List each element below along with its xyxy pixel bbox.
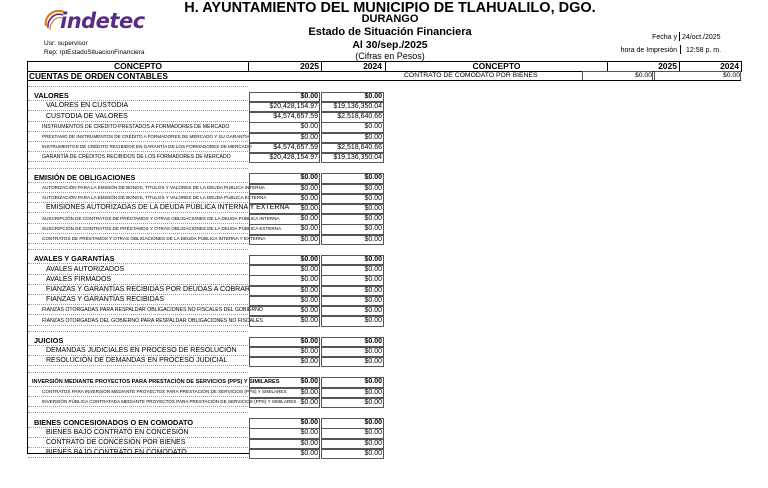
section-title: CUENTAS DE ORDEN CONTABLES xyxy=(29,71,168,81)
bottom-frame xyxy=(27,453,249,454)
row-value-2025: $0.00 xyxy=(249,428,320,439)
row-value-2024: $0.00 xyxy=(321,337,384,348)
row-label: VALORES EN CUSTODIA xyxy=(46,102,129,110)
table-row xyxy=(28,265,384,275)
row-label: INVERSIÓN PÚBLICA CONTRATADA MEDIANTE PROYECTOS PARA PRESTACIÓN DE SERVICIOS (PPS) Y SIMILARES xyxy=(42,399,297,405)
report-title: Estado de Situación Financiera xyxy=(308,26,472,38)
row-value-2024: $0.00 xyxy=(321,204,384,215)
row-value-2025: $0.00 xyxy=(249,235,320,246)
row-label: EMISIÓN DE OBLIGACIONES xyxy=(34,172,136,182)
header-underline xyxy=(27,80,741,81)
row-value-2024: $0.00 xyxy=(321,428,384,439)
table-row xyxy=(28,132,384,142)
row-value-2025: $0.00 xyxy=(249,347,320,358)
table-row xyxy=(28,183,384,193)
row-value-2024: $0.00 xyxy=(321,255,384,266)
row-value-2025: $0.00 xyxy=(249,439,320,450)
row-value-2024: $0.00 xyxy=(321,377,384,388)
row-value-2025: $0.00 xyxy=(249,377,320,388)
row-value-2025: $0.00 xyxy=(249,194,320,205)
row-label: PRÉSTAMO DE INSTRUMENTOS DE CRÉDITO A FORMADORES DE MERCADO Y SU GARANTÍA xyxy=(42,134,250,139)
time-value: 12:58 p. m. xyxy=(686,47,722,54)
row-label: CONTRATO DE CONCESIÓN POR BIENES xyxy=(46,439,186,446)
row-value-2024: $0.00 xyxy=(321,388,384,399)
date-value: 24/oct./2025 xyxy=(682,34,721,41)
row-value-2025: $0.00 xyxy=(249,337,320,348)
left-frame xyxy=(27,70,28,454)
report-id: Rep: rptEstadoSituacionFinanciera xyxy=(44,49,145,56)
time-divider xyxy=(680,45,681,54)
col-2025-left: 2025 xyxy=(300,61,319,71)
table-row xyxy=(28,346,384,356)
row-label: AVALES AUTORIZADOS xyxy=(46,265,125,273)
row-value-2024: $0.00 xyxy=(321,449,384,460)
table-row xyxy=(28,101,384,111)
row-label: CUSTODIA DE VALORES xyxy=(46,112,128,120)
row-value-2024: $0.00 xyxy=(321,357,384,368)
row-label: INSTRUMENTOS DE CRÉDITO RECIBIDOS EN GARANTÍA DE LOS FORMADORES DE MERCADO xyxy=(42,144,252,150)
row-label: AVALES Y GARANTÍAS xyxy=(34,254,115,264)
logo-text: indetec xyxy=(60,9,145,33)
section-row xyxy=(28,418,384,428)
row-label: BIENES BAJO CONTRATO EN CONCESIÓN xyxy=(46,428,189,436)
row-value-2024: $0.00 xyxy=(321,184,384,195)
row-label: DEMANDAS JUDICIALES EN PROCESO DE RESOLUCIÓN xyxy=(46,347,237,355)
row-value-2024: $0.00 xyxy=(321,194,384,205)
spacer-row xyxy=(28,244,384,254)
right-row-2025: $0.00 xyxy=(582,71,653,81)
row-value-2025: $0.00 xyxy=(249,418,320,429)
row-value-2025: $0.00 xyxy=(249,204,320,215)
table-row xyxy=(28,152,384,162)
table-row xyxy=(28,122,384,132)
row-value-2025: $4,574,657.59 xyxy=(249,143,320,154)
row-label: AUTORIZACIÓN PARA LA EMISIÓN DE BONOS, TÍTULOS Y VALORES DE LA DEUDA PÚBLICA EXTERNA xyxy=(42,195,267,201)
row-label: FIANZAS OTORGADAS PARA RESPALDAR OBLIGACIONES NO FISCALES DEL GOBIERNO xyxy=(42,307,263,314)
row-label: SUSCRIPCIÓN DE CONTRATOS DE PRÉSTAMOS Y OTRAS OBLIGACIONES DE LA DEUDA PÚBLICA EXTERNA xyxy=(42,225,282,231)
section-row xyxy=(28,254,384,264)
table-row xyxy=(28,224,384,234)
row-value-2024: $0.00 xyxy=(321,173,384,184)
spacer-row xyxy=(28,367,384,377)
table-row xyxy=(28,285,384,295)
row-value-2024: $0.00 xyxy=(321,92,384,103)
row-divider xyxy=(28,249,248,250)
table-row xyxy=(28,305,384,315)
row-value-2025: $0.00 xyxy=(249,286,320,297)
table-row xyxy=(28,112,384,122)
table-row xyxy=(28,142,384,152)
row-label: CONTRATOS DE PRÉSTAMOS Y OTRAS OBLIGACIONES DE LA DEUDA PÚBLICA INTERNA Y EXTERNA xyxy=(42,236,266,241)
row-value-2024: $0.00 xyxy=(321,316,384,327)
row-label: BIENES CONCESIONADOS O EN COMODATO xyxy=(34,417,194,427)
table-row xyxy=(28,234,384,244)
row-value-2024: $0.00 xyxy=(321,133,384,144)
row-value-2025: $0.00 xyxy=(249,184,320,195)
date-divider xyxy=(679,32,680,41)
row-divider xyxy=(28,86,248,87)
row-label: GARANTÍA DE CRÉDITOS RECIBIDOS DE LOS FORMADORES DE MERCADO xyxy=(42,154,231,161)
row-value-2025: $0.00 xyxy=(249,265,320,276)
state-name: DURANGO xyxy=(361,13,419,25)
right-table-row xyxy=(386,71,741,80)
spacer-row xyxy=(28,81,384,91)
row-label: FIANZAS OTORGADAS DEL GOBIERNO PARA RESPALDAR OBLIGACIONES NO FISCALES xyxy=(42,317,263,324)
row-value-2024: $0.00 xyxy=(321,214,384,225)
row-value-2025: $0.00 xyxy=(249,173,320,184)
section-row xyxy=(28,377,384,387)
row-value-2024: $0.00 xyxy=(321,265,384,276)
table-row xyxy=(28,397,384,407)
row-value-2025: $0.00 xyxy=(249,388,320,399)
col-concept-left: CONCEPTO xyxy=(113,61,163,71)
row-divider xyxy=(28,457,248,458)
col-2024-right: 2024 xyxy=(720,61,739,71)
row-value-2025: $0.00 xyxy=(249,296,320,307)
row-value-2025: $0.00 xyxy=(249,306,320,317)
row-value-2025: $20,428,154.97 xyxy=(249,153,320,164)
entity-title: H. AYUNTAMIENTO DEL MUNICIPIO DE TLAHUALILO, DGO. xyxy=(184,0,596,16)
row-label: AVALES FIRMADOS xyxy=(46,275,112,283)
row-value-2025: $0.00 xyxy=(249,357,320,368)
section-row xyxy=(28,336,384,346)
row-label: CONTRATOS PARA INVERSIÓN MEDIANTE PROYECTOS PARA PRESTACIÓN DE SERVICIOS (PPS) Y SIMILARES xyxy=(42,389,287,394)
row-value-2025: $0.00 xyxy=(249,122,320,133)
row-value-2024: $0.00 xyxy=(321,398,384,409)
row-label: FIANZAS Y GARANTÍAS RECIBIDAS POR DEUDAS A COBRAR xyxy=(46,286,250,293)
row-label: FIANZAS Y GARANTÍAS RECIBIDAS xyxy=(46,296,164,304)
right-row-label: CONTRATO DE COMODATO POR BIENES xyxy=(404,72,538,79)
right-row-2024: $0.00 xyxy=(654,71,741,81)
row-value-2025: $0.00 xyxy=(249,224,320,235)
table-row xyxy=(28,438,384,448)
row-value-2025: $0.00 xyxy=(249,275,320,286)
col-2024-left: 2024 xyxy=(363,61,382,71)
table-row xyxy=(28,193,384,203)
report-period: Al 30/sep./2025 xyxy=(352,39,428,51)
table-row xyxy=(28,428,384,438)
col-concept-right: CONCEPTO xyxy=(472,61,521,71)
table-row xyxy=(28,275,384,285)
row-label: INSTRUMENTOS DE CRÉDITO PRESTADOS A FORMADORES DE MERCADO xyxy=(42,123,230,130)
date-label: Fecha y xyxy=(652,34,677,41)
row-value-2025: $0.00 xyxy=(249,92,320,103)
row-value-2024: $0.00 xyxy=(321,347,384,358)
section-row xyxy=(28,173,384,183)
time-label: hora de Impresión xyxy=(620,47,677,54)
row-value-2024: $19,136,350.04 xyxy=(321,153,384,164)
row-value-2025: $0.00 xyxy=(249,449,320,460)
table-row xyxy=(28,316,384,326)
row-value-2024: $0.00 xyxy=(321,286,384,297)
table-row xyxy=(28,214,384,224)
row-divider xyxy=(28,412,248,413)
row-label: EMISIONES AUTORIZADAS DE LA DEUDA PÚBLICA INTERNA Y EXTERNA xyxy=(46,204,290,212)
row-label: BIENES BAJO CONTRATO EN COMODATO xyxy=(46,449,187,457)
row-label: AUTORIZACIÓN PARA LA EMISIÓN DE BONOS, TÍTULOS Y VALORES DE LA DEUDA PÚBLICA INTERNA xyxy=(42,185,265,190)
row-value-2024: $0.00 xyxy=(321,418,384,429)
row-label: INVERSIÓN MEDIANTE PROYECTOS PARA PRESTACIÓN DE SERVICIOS (PPS) Y SIMILARES xyxy=(32,378,280,385)
report-units: (Cifras en Pesos) xyxy=(355,51,425,61)
row-value-2024: $0.00 xyxy=(321,296,384,307)
row-value-2024: $2,518,640.66 xyxy=(321,143,384,154)
table-row xyxy=(28,295,384,305)
row-divider xyxy=(28,331,248,332)
row-value-2025: $4,574,657.59 xyxy=(249,112,320,123)
user-label: Usr: supervisor xyxy=(44,40,88,47)
row-value-2025: $0.00 xyxy=(249,133,320,144)
row-value-2025: $0.00 xyxy=(249,316,320,327)
col-2025-right: 2025 xyxy=(658,61,677,71)
row-label: RESOLUCIÓN DE DEMANDAS EN PROCESO JUDICIAL xyxy=(46,357,228,365)
row-value-2024: $2,518,640.66 xyxy=(321,112,384,123)
spacer-row xyxy=(28,326,384,336)
table-row xyxy=(28,387,384,397)
row-label: JUICIOS xyxy=(34,336,64,345)
row-label: VALORES xyxy=(34,91,69,101)
row-value-2024: $0.00 xyxy=(321,306,384,317)
row-value-2024: $0.00 xyxy=(321,439,384,450)
indetec-logo xyxy=(42,6,145,34)
spacer-row xyxy=(28,163,384,173)
row-value-2024: $0.00 xyxy=(321,275,384,286)
spacer-row xyxy=(28,407,384,417)
section-row xyxy=(28,91,384,101)
row-divider xyxy=(28,372,248,373)
row-value-2025: $20,428,154.97 xyxy=(249,102,320,113)
row-value-2024: $19,136,350.04 xyxy=(321,102,384,113)
table-row xyxy=(28,356,384,366)
row-value-2025: $0.00 xyxy=(249,398,320,409)
row-value-2024: $0.00 xyxy=(321,224,384,235)
table-row xyxy=(28,203,384,213)
row-divider xyxy=(28,168,248,169)
row-value-2024: $0.00 xyxy=(321,122,384,133)
row-value-2025: $0.00 xyxy=(249,255,320,266)
row-value-2024: $0.00 xyxy=(321,235,384,246)
row-label: SUSCRIPCIÓN DE CONTRATOS DE PRÉSTAMOS Y OTRAS OBLIGACIONES DE LA DEUDA PÚBLICA INTERNA xyxy=(42,215,280,221)
row-value-2025: $0.00 xyxy=(249,214,320,225)
